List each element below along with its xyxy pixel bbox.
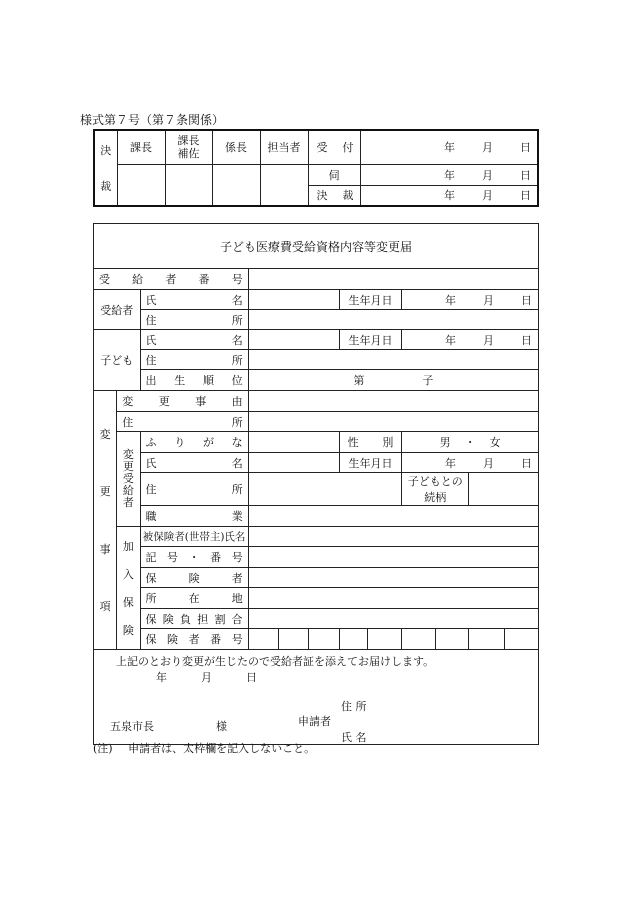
row-decision-date: 年 月 日 xyxy=(360,185,538,206)
insurer-label: 保 険 者 xyxy=(140,568,248,588)
child-group-label: 子ども xyxy=(94,330,141,391)
change-reason-field[interactable] xyxy=(248,391,538,412)
nr-address-field[interactable] xyxy=(248,473,402,506)
head-section-chief: 課長 xyxy=(117,130,165,164)
note xyxy=(93,740,315,756)
location-field[interactable] xyxy=(248,588,538,609)
child-name-field[interactable] xyxy=(248,330,339,350)
change-address-label: 住 所 xyxy=(117,412,248,432)
insurer-number-digit[interactable] xyxy=(309,629,339,650)
recipient-birth-field[interactable]: 年 月 日 xyxy=(402,290,539,310)
child-order-field[interactable]: 第 子 xyxy=(248,370,538,391)
recipient-number-label: 受 給 者 番 号 xyxy=(94,269,249,290)
furigana-field[interactable] xyxy=(248,432,339,453)
declaration-text: 上記のとおり変更が生じたので受給者証を添えてお届けします。 xyxy=(116,655,435,668)
location-label: 所 在 地 xyxy=(140,588,248,609)
approval-side-label: 決 裁 xyxy=(94,130,117,206)
insurer-number-digit[interactable] xyxy=(279,629,309,650)
insurer-number-digit[interactable] xyxy=(469,629,504,650)
furigana-label: ふ り が な xyxy=(140,432,248,453)
recipient-name-field[interactable] xyxy=(248,290,339,310)
new-recipient-group-label: 変 更 受 給 者 xyxy=(117,432,140,527)
insurer-number-label: 保 険 者 番 号 xyxy=(140,629,248,650)
child-birth-label: 生年月日 xyxy=(339,330,402,350)
child-birth-field[interactable]: 年 月 日 xyxy=(402,330,539,350)
gender-field[interactable]: 男 ・ 女 xyxy=(402,432,539,453)
insurer-number-digit[interactable] xyxy=(339,629,367,650)
nr-birth-field[interactable]: 年 月 日 xyxy=(402,453,539,473)
recipient-name-label: 氏 名 xyxy=(140,290,248,310)
insurer-number-digit[interactable] xyxy=(248,629,278,650)
insurance-group-label: 加 入 保 険 xyxy=(117,527,140,650)
stamp-box-4 xyxy=(260,164,308,206)
burden-field[interactable] xyxy=(248,609,538,629)
note-label: (注) xyxy=(93,742,113,755)
head-subsection-chief: 係長 xyxy=(212,130,260,164)
insurer-number-digit[interactable] xyxy=(435,629,468,650)
applicant-name-label: 氏 名 xyxy=(341,731,367,744)
nr-name-field[interactable] xyxy=(248,453,339,473)
stamp-box-1 xyxy=(117,164,165,206)
row-decision-label: 決 裁 xyxy=(308,185,360,206)
note-text: 申請者は、太枠欄を記入しないこと。 xyxy=(128,742,316,755)
nr-address-label: 住 所 xyxy=(140,473,248,506)
change-address-field[interactable] xyxy=(248,412,538,432)
form-number: 様式第７号（第７条関係） xyxy=(80,113,225,127)
recipient-birth-label: 生年月日 xyxy=(339,290,402,310)
recipient-address-field[interactable] xyxy=(248,310,538,330)
child-name-label: 氏 名 xyxy=(140,330,248,350)
row-reception-label: 受 付 xyxy=(308,130,360,164)
head-person-in-charge: 担当者 xyxy=(260,130,308,164)
recipient-address-label: 住 所 xyxy=(140,310,248,330)
addressee: 五泉市長 xyxy=(110,720,154,733)
insurer-number-digit[interactable] xyxy=(367,629,401,650)
row-inquiry-label: 伺 xyxy=(308,164,360,185)
applicant-label: 申請者 xyxy=(298,715,331,728)
gender-label: 性 別 xyxy=(339,432,402,453)
insured-field[interactable] xyxy=(248,527,538,547)
relation-field[interactable] xyxy=(469,473,539,506)
nr-name-label: 氏 名 xyxy=(140,453,248,473)
insurer-number-digit[interactable] xyxy=(504,629,539,650)
stamp-box-3 xyxy=(212,164,260,206)
insurer-field[interactable] xyxy=(248,568,538,588)
change-reason-label: 変 更 事 由 xyxy=(117,391,248,412)
form-title: 子ども医療費受給資格内容等変更届 xyxy=(94,224,539,269)
child-address-field[interactable] xyxy=(248,350,538,370)
main-form-table xyxy=(93,223,539,745)
symbol-label: 記 号 ・ 番 号 xyxy=(140,547,248,568)
recipient-number-field[interactable] xyxy=(248,269,538,290)
change-group-label: 変 更 事 項 xyxy=(94,391,117,650)
child-address-label: 住 所 xyxy=(140,350,248,370)
burden-label: 保 険 負 担 割 合 xyxy=(140,609,248,629)
row-reception-date: 年 月 日 xyxy=(360,130,538,164)
declaration-date: 年 月 日 xyxy=(156,671,257,684)
child-order-label: 出 生 順 位 xyxy=(140,370,248,391)
applicant-address-label: 住 所 xyxy=(341,700,367,713)
recipient-group-label: 受給者 xyxy=(94,290,141,330)
head-deputy-chief: 課長 補佐 xyxy=(165,130,212,164)
symbol-field[interactable] xyxy=(248,547,538,568)
declaration-box xyxy=(94,650,539,745)
job-field[interactable] xyxy=(248,506,538,527)
insurer-number-digit[interactable] xyxy=(402,629,435,650)
row-inquiry-date: 年 月 日 xyxy=(360,164,538,185)
approval-table xyxy=(93,129,539,207)
nr-birth-label: 生年月日 xyxy=(339,453,402,473)
relation-label: 子どもとの続柄 xyxy=(402,473,469,506)
honorific: 様 xyxy=(216,720,227,733)
job-label: 職 業 xyxy=(140,506,248,527)
stamp-box-2 xyxy=(165,164,212,206)
insured-label: 被保険者(世帯主)氏名 xyxy=(140,527,248,547)
